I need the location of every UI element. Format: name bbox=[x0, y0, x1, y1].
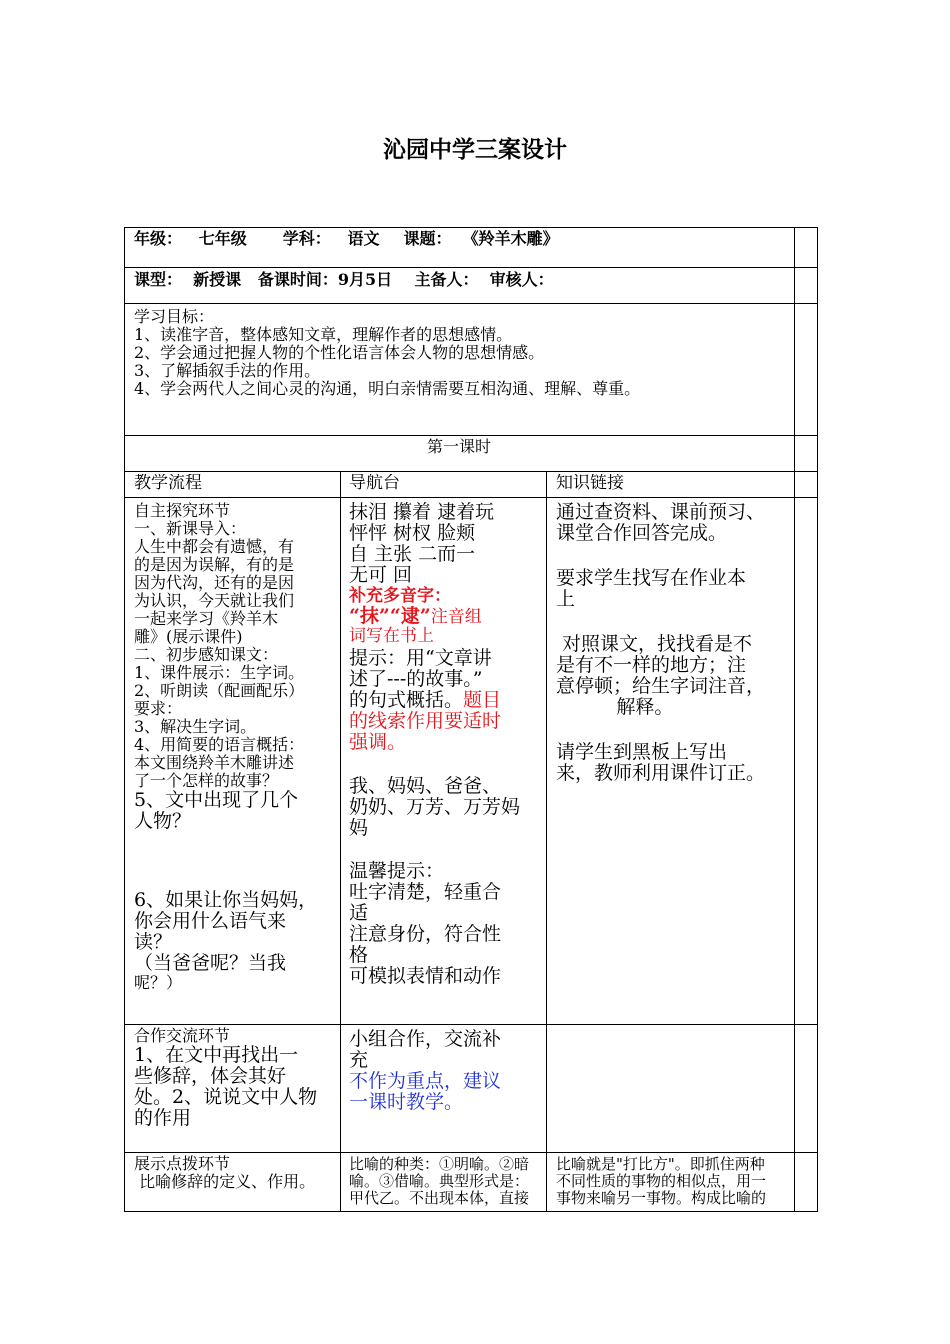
flow-line: 合作交流环节 bbox=[134, 1027, 231, 1045]
link-line: 来，教师利用课件订正。 bbox=[556, 762, 766, 784]
flow-line: 5、文中出现了几个 bbox=[134, 789, 299, 811]
link-line: 对照课文，找找看是不 bbox=[556, 633, 753, 655]
flow-line: 了一个怎样的故事？ bbox=[134, 771, 279, 790]
table-border bbox=[124, 1024, 818, 1025]
objective-item: 1、读准字音，整体感知文章，理解作者的思想感情。 bbox=[134, 325, 513, 344]
link-line: 意停顿；给生字词注音， bbox=[556, 675, 766, 697]
hint-line: 的句式概括。 bbox=[349, 689, 464, 711]
flow-line: 展示点拨环节 bbox=[134, 1155, 231, 1173]
flow-line: 1、课件展示：生字词。 bbox=[134, 663, 305, 682]
flow-cell-cooperation bbox=[134, 1027, 339, 1129]
flow-line: 人生中都会有遗憾，有 bbox=[134, 537, 295, 556]
flow-line: 你会用什么语气来 bbox=[134, 910, 287, 932]
flow-line: 本文围绕羚羊木雕讲述 bbox=[134, 753, 295, 772]
guide-line: 喻。③借喻。典型形式是： bbox=[349, 1172, 530, 1190]
warm-tip: 格 bbox=[349, 944, 369, 966]
warm-tip: 吐字清楚，轻重合 bbox=[349, 881, 502, 903]
guide-cell-presentation bbox=[349, 1156, 544, 1207]
flow-line: 6、如果让你当妈妈， bbox=[134, 889, 318, 911]
header-row-meta bbox=[134, 271, 789, 289]
guide-words: 抹泪 攥着 逮着玩 bbox=[349, 502, 495, 523]
flow-line: 二、初步感知课文： bbox=[134, 645, 279, 664]
table-border bbox=[124, 497, 818, 498]
table-border bbox=[124, 267, 818, 268]
flow-line: 为认识，今天就让我们 bbox=[134, 591, 295, 610]
flow-line: 要求： bbox=[134, 699, 183, 718]
hint-emphasis: 强调。 bbox=[349, 731, 407, 753]
prep-time-value: 9月5日 bbox=[337, 271, 393, 289]
flow-line: 4、用简要的语言概括： bbox=[134, 735, 305, 754]
table-border bbox=[817, 227, 818, 1212]
warm-tip: 注意身份，符合性 bbox=[349, 923, 502, 945]
grade-label: 年级： bbox=[134, 230, 183, 248]
polyphone-char: “抹” bbox=[349, 605, 390, 627]
flow-line: 因为代沟，还有的是因 bbox=[134, 573, 295, 592]
link-line: 是有不一样的地方；注 bbox=[556, 654, 747, 676]
objectives-heading: 学习目标： bbox=[134, 308, 215, 326]
table-border bbox=[124, 303, 818, 304]
hint-emphasis: 的线索作用要适时 bbox=[349, 710, 502, 732]
header-row-course bbox=[134, 230, 789, 248]
hint-line: 述了---的故事。” bbox=[349, 668, 483, 690]
reviewer-label: 审核人： bbox=[489, 271, 554, 289]
link-line: 解释。 bbox=[556, 696, 674, 718]
guide-note: 不作为重点，建议 bbox=[349, 1070, 502, 1092]
link-line: 课堂合作回答完成。 bbox=[556, 522, 728, 544]
table-border bbox=[124, 435, 818, 436]
guide-line: 比喻的种类：①明喻。②暗 bbox=[349, 1156, 530, 1173]
warm-tip: 适 bbox=[349, 902, 369, 924]
polyphone-char: “逮” bbox=[389, 605, 431, 627]
flow-line: 人物？ bbox=[134, 810, 192, 832]
link-line: 通过查资料、课前预习、 bbox=[556, 502, 766, 523]
polyphone-note: 词写在书上 bbox=[349, 626, 434, 646]
subject-value: 语文 bbox=[347, 230, 380, 248]
subject-label: 学科： bbox=[282, 230, 331, 248]
table-border bbox=[124, 1152, 818, 1153]
type-label: 课型： bbox=[134, 271, 183, 289]
table-border bbox=[124, 1211, 818, 1212]
type-value: 新授课 bbox=[193, 271, 242, 289]
table-border bbox=[794, 227, 795, 1212]
table-border bbox=[124, 227, 818, 228]
table-border bbox=[124, 471, 818, 472]
table-border bbox=[124, 227, 125, 1212]
flow-line: 些修辞，体会其好 bbox=[134, 1065, 287, 1087]
flow-line: （当爸爸呢？当我 bbox=[134, 952, 287, 974]
guide-line: 甲代乙。不出现本体，直接 bbox=[349, 1189, 530, 1207]
column-header-flow: 教学流程 bbox=[134, 474, 202, 493]
flow-line: 一起来学习《羚羊木 bbox=[134, 609, 279, 628]
objective-item: 3、了解插叙手法的作用。 bbox=[134, 361, 321, 380]
polyphone-heading: 补充多音字： bbox=[349, 586, 451, 606]
column-header-link: 知识链接 bbox=[556, 474, 624, 493]
guide-words: 怦怦 树杈 脸颊 bbox=[349, 522, 476, 544]
guide-note: 一课时教学。 bbox=[349, 1091, 464, 1113]
link-line: 上 bbox=[556, 588, 576, 610]
flow-line: 2、听朗读（配画配乐） bbox=[134, 681, 305, 700]
preparer-label: 主备人： bbox=[414, 271, 479, 289]
flow-line: 呢？） bbox=[134, 973, 183, 992]
hint-emphasis: 题目 bbox=[463, 689, 502, 711]
flow-cell-presentation bbox=[134, 1155, 339, 1191]
flow-line: 自主探究环节 bbox=[134, 502, 231, 520]
learning-objectives bbox=[134, 308, 789, 398]
flow-line: 雕》(展示课件) bbox=[134, 627, 243, 646]
flow-line: 的是因为误解，有的是 bbox=[134, 555, 295, 574]
characters-line: 奶奶、万芳、万芳妈 bbox=[349, 796, 521, 818]
flow-line: 的作用 bbox=[134, 1107, 192, 1129]
guide-words: 自 主张 二而一 bbox=[349, 543, 476, 565]
page-title: 沁园中学三案设计 bbox=[383, 136, 567, 163]
link-cell-self-study bbox=[556, 502, 792, 784]
flow-line: 1、在文中再找出一 bbox=[134, 1044, 299, 1066]
table-border bbox=[340, 471, 341, 1211]
flow-line: 读？ bbox=[134, 931, 173, 953]
warm-tip: 可模拟表情和动作 bbox=[349, 965, 502, 987]
link-line: 不同性质的事物的相似点，用一 bbox=[556, 1172, 767, 1190]
grade-value: 七年级 bbox=[198, 230, 247, 248]
characters-line: 我、妈妈、爸爸、 bbox=[349, 775, 502, 797]
objective-item: 2、学会通过把握人物的个性化语言体会人物的思想情感。 bbox=[134, 343, 545, 362]
link-line: 事物来喻另一事物。构成比喻的 bbox=[556, 1189, 767, 1207]
topic-value: 《羚羊木雕》 bbox=[462, 230, 559, 248]
objective-item: 4、学会两代人之间心灵的沟通，明白亲情需要互相沟通、理解、尊重。 bbox=[134, 379, 641, 398]
topic-label: 课题： bbox=[403, 230, 452, 248]
lesson-plan-table bbox=[124, 227, 818, 1212]
polyphone-note: 注音组 bbox=[430, 607, 482, 627]
link-line: 请学生到黑板上写出 bbox=[556, 741, 728, 763]
flow-line: 处。2、说说文中人物 bbox=[134, 1086, 318, 1108]
link-line: 比喻就是"打比方"。即抓住两种 bbox=[556, 1156, 765, 1173]
link-cell-presentation bbox=[556, 1156, 792, 1207]
hint-line: 提示：用“文章讲 bbox=[349, 647, 492, 669]
link-line: 要求学生找写在作业本 bbox=[556, 567, 747, 589]
flow-cell-self-study bbox=[134, 502, 339, 992]
guide-line: 小组合作，交流补 bbox=[349, 1029, 502, 1050]
column-header-guide: 导航台 bbox=[349, 474, 400, 493]
characters-line: 妈 bbox=[349, 817, 369, 839]
guide-cell-cooperation bbox=[349, 1029, 544, 1113]
flow-line: 一、新课导入： bbox=[134, 519, 247, 538]
lesson-heading: 第一课时 bbox=[426, 438, 491, 456]
warm-tip: 温馨提示： bbox=[349, 860, 445, 882]
table-border bbox=[546, 471, 547, 1211]
guide-words: 无可 回 bbox=[349, 564, 413, 586]
flow-line: 3、解决生字词。 bbox=[134, 717, 257, 736]
guide-cell-self-study bbox=[349, 502, 544, 987]
prep-time-label: 备课时间： bbox=[257, 271, 338, 289]
flow-line: 比喻修辞的定义、作用。 bbox=[134, 1172, 316, 1191]
guide-line: 充 bbox=[349, 1049, 369, 1071]
